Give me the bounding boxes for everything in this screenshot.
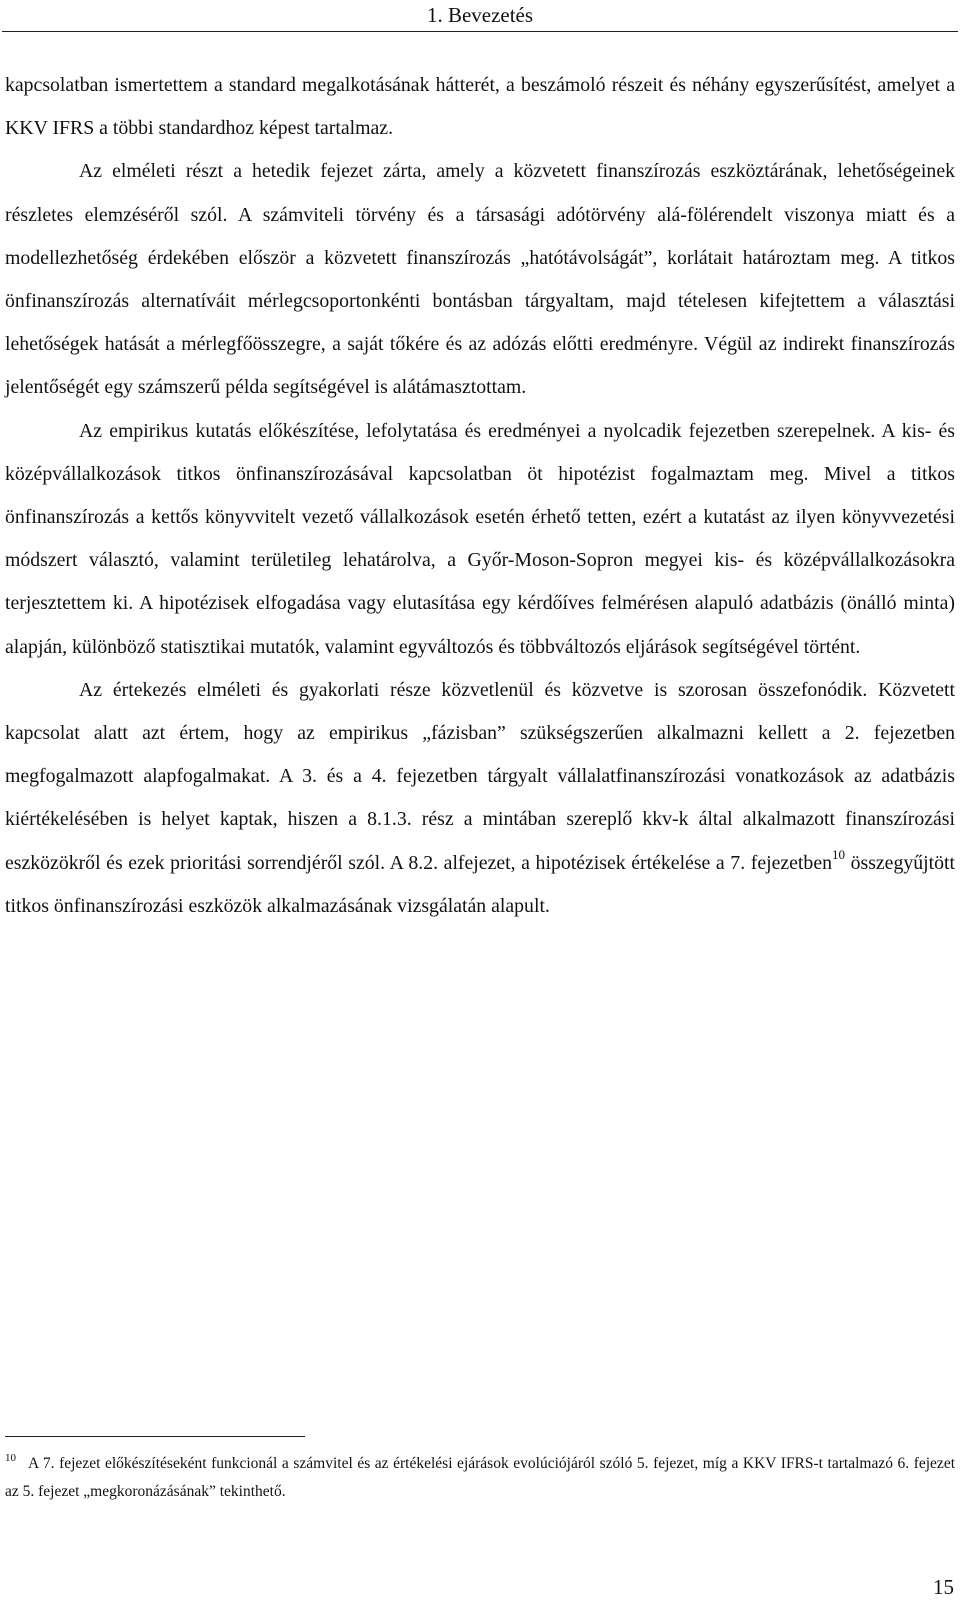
footnote-divider [5, 1436, 305, 1437]
paragraph-1: kapcsolatban ismertettem a standard megalkotásának hátterét, a beszámoló részeit és néhány egyszerűsítést, amelyet a KKV IFRS a többi standardhoz képest tartalmaz. [5, 74, 955, 140]
footnote-text: A 7. fejezet előkészítéseként funkcionál a számvitel és az értékelési ejárások evolúciójáról szóló 5. fejezet, míg a KKV IFRS-t tartalmazó 6. fejezet az 5. fejezet „megkoronázásának” tekinthető. [5, 1455, 955, 1500]
paragraph-3: Az empirikus kutatás előkészítése, lefolytatása és eredményei a nyolcadik fejezetben szerepelnek. A kis- és középvállalkozások titkos önfinanszírozásával kapcsolatban öt hipotézist fogalmaztam meg. Mivel a titkos önfinanszírozás a kettős könyvvitelt vezető vállalkozások esetén érhető tetten, ezért a kutatást az ilyen könyvvezetési módszert választó, valamint területileg lehatárolva, a Győr-Moson-Sopron megyei kis- és középvállalkozásokra terjesztettem ki. A hipotézisek elfogadása vagy elutasítása egy kérdőíves felmérésen alapuló adatbázis (önálló minta) alapján, különböző statisztikai mutatók, valamint egyváltozós és többváltozós eljárások segítségével történt. [5, 419, 955, 658]
running-header: 1. Bevezetés [426, 3, 534, 27]
paragraph-4 [5, 669, 955, 928]
main-body-text [5, 64, 955, 928]
header-divider [2, 31, 958, 32]
page-number: 15 [933, 1575, 954, 1599]
footnote [5, 1450, 955, 1506]
paragraph-4-text-before: Az értekezés elméleti és gyakorlati része közvetlenül és közvetve is szorosan összefonódik. Közvetett kapcsolat alatt azt értem, hogy az empirikus „fázisban” szükségszerűen alkalmazni kellett a 2. fejezetben megfogalmazott alapfogalmakat. A 3. és a 4. fejezetben tárgyalt vállalatfinanszírozási vonatkozások az adatbázis kiértékelésében is helyet kaptak, hiszen a 8.1.3. rész a mintában szereplő kkv-k által alkalmazott finanszírozási eszközökről és ezek prioritási sorrendjéről szól. A 8.2. alfejezet, a hipotézisek értékelése a 7. fejezetben [5, 678, 955, 874]
footnote-number: 10 [5, 1452, 16, 1464]
footnote-reference[interactable]: 10 [832, 846, 845, 862]
paragraph-4-text-after: összegyűjtött titkos önfinanszírozási eszközök alkalmazásának vizsgálatán alapult. [5, 851, 955, 917]
paragraph-2: Az elméleti részt a hetedik fejezet zárta, amely a közvetett finanszírozás eszköztárának, lehetőségeinek részletes elemzéséről szól. A számviteli törvény és a társasági adótörvény alá-fölérendelt viszonya miatt és a modellezhetőség érdekében először a közvetett finanszírozás „hatótávolságát”, korlátait határoztam meg. A titkos önfinanszírozás alternatíváit mérlegcsoportonkénti bontásban tárgyaltam, majd tételesen kifejtettem a választási lehetőségek hatását a mérlegfőösszegre, a saját tőkére és az adózás előtti eredményre. Végül az indirekt finanszírozás jelentőségét egy számszerű példa segítségével is alátámasztottam. [5, 160, 955, 399]
